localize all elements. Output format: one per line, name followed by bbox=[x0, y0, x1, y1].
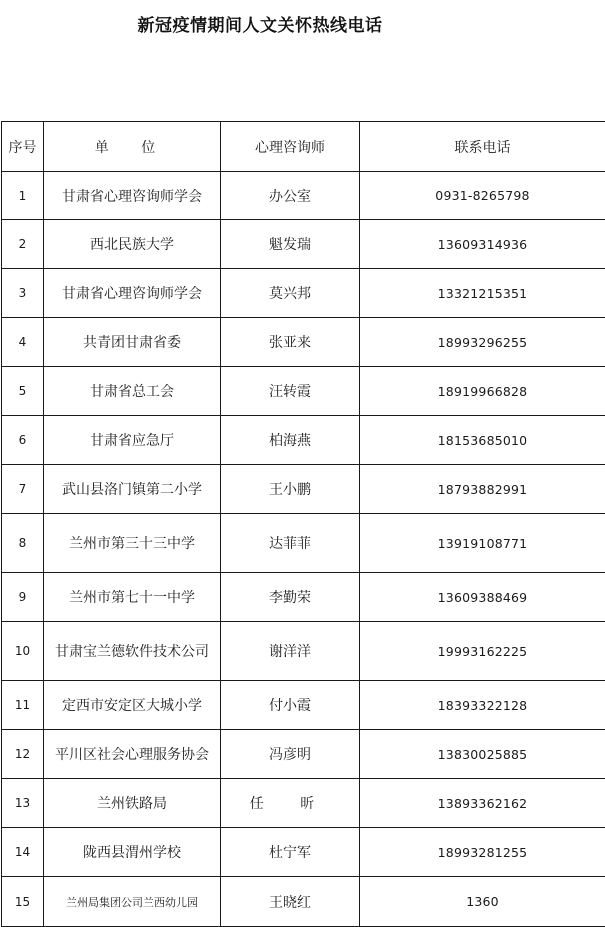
row-phone: 18153685010 bbox=[360, 416, 605, 465]
row-counselor: 任 昕 bbox=[221, 779, 360, 828]
header-unit: 单 位 bbox=[44, 122, 221, 172]
row-unit: 甘肃省心理咨询师学会 bbox=[44, 269, 221, 318]
row-no: 2 bbox=[2, 220, 44, 269]
row-unit: 平川区社会心理服务协会 bbox=[44, 730, 221, 779]
row-unit: 兰州局集团公司兰西幼儿园 bbox=[44, 877, 221, 927]
row-no: 12 bbox=[2, 730, 44, 779]
row-unit: 陇西县渭州学校 bbox=[44, 828, 221, 877]
table-row bbox=[2, 416, 605, 465]
row-phone: 13919108771 bbox=[360, 514, 605, 573]
row-no: 13 bbox=[2, 779, 44, 828]
row-unit: 共青团甘肃省委 bbox=[44, 318, 221, 367]
row-phone: 18993281255 bbox=[360, 828, 605, 877]
row-no: 3 bbox=[2, 269, 44, 318]
row-no: 4 bbox=[2, 318, 44, 367]
header-counselor: 心理咨询师 bbox=[221, 122, 360, 172]
table-row bbox=[2, 269, 605, 318]
row-counselor: 李勤荣 bbox=[221, 573, 360, 622]
row-unit: 武山县洛门镇第二小学 bbox=[44, 465, 221, 514]
row-phone: 13609388469 bbox=[360, 573, 605, 622]
row-no: 1 bbox=[2, 172, 44, 220]
table-row bbox=[2, 573, 605, 622]
table-row bbox=[2, 828, 605, 877]
row-no: 11 bbox=[2, 681, 44, 730]
row-unit: 兰州市第七十一中学 bbox=[44, 573, 221, 622]
hotline-table bbox=[1, 121, 605, 927]
table-row bbox=[2, 877, 605, 927]
row-counselor: 谢洋洋 bbox=[221, 622, 360, 681]
header-phone: 联系电话 bbox=[360, 122, 605, 172]
row-counselor: 魁发瑞 bbox=[221, 220, 360, 269]
row-no: 14 bbox=[2, 828, 44, 877]
row-counselor: 冯彦明 bbox=[221, 730, 360, 779]
row-unit: 甘肃省心理咨询师学会 bbox=[44, 172, 221, 220]
row-phone: 13893362162 bbox=[360, 779, 605, 828]
document-title: 新冠疫情期间人文关怀热线电话 bbox=[137, 16, 383, 36]
row-counselor: 柏海燕 bbox=[221, 416, 360, 465]
row-phone: 13321215351 bbox=[360, 269, 605, 318]
row-counselor: 杜宁军 bbox=[221, 828, 360, 877]
row-counselor: 达菲菲 bbox=[221, 514, 360, 573]
row-counselor: 王小鹏 bbox=[221, 465, 360, 514]
row-no: 10 bbox=[2, 622, 44, 681]
row-unit: 兰州市第三十三中学 bbox=[44, 514, 221, 573]
row-phone: 13830025885 bbox=[360, 730, 605, 779]
row-counselor: 莫兴邦 bbox=[221, 269, 360, 318]
row-phone: 13609314936 bbox=[360, 220, 605, 269]
table-header-row bbox=[2, 122, 605, 172]
row-no: 15 bbox=[2, 877, 44, 927]
row-phone: 19993162225 bbox=[360, 622, 605, 681]
row-phone: 18393322128 bbox=[360, 681, 605, 730]
row-unit: 甘肃省总工会 bbox=[44, 367, 221, 416]
row-no: 5 bbox=[2, 367, 44, 416]
table-row bbox=[2, 779, 605, 828]
row-counselor: 张亚来 bbox=[221, 318, 360, 367]
table-row bbox=[2, 465, 605, 514]
table-row bbox=[2, 318, 605, 367]
table-row bbox=[2, 514, 605, 573]
table-row bbox=[2, 730, 605, 779]
row-counselor: 办公室 bbox=[221, 172, 360, 220]
row-unit: 甘肃省应急厅 bbox=[44, 416, 221, 465]
row-no: 8 bbox=[2, 514, 44, 573]
row-no: 6 bbox=[2, 416, 44, 465]
table-row bbox=[2, 681, 605, 730]
table-row bbox=[2, 622, 605, 681]
row-counselor: 王晓红 bbox=[221, 877, 360, 927]
table-row bbox=[2, 172, 605, 220]
row-phone: 0931-8265798 bbox=[360, 172, 605, 220]
header-no: 序号 bbox=[2, 122, 44, 172]
row-no: 7 bbox=[2, 465, 44, 514]
row-phone: 1360 bbox=[360, 877, 605, 927]
row-phone: 18993296255 bbox=[360, 318, 605, 367]
row-unit: 定西市安定区大城小学 bbox=[44, 681, 221, 730]
row-counselor: 付小霞 bbox=[221, 681, 360, 730]
table-row bbox=[2, 367, 605, 416]
row-unit: 甘肃宝兰德软件技术公司 bbox=[44, 622, 221, 681]
row-phone: 18793882991 bbox=[360, 465, 605, 514]
row-unit: 兰州铁路局 bbox=[44, 779, 221, 828]
row-counselor: 汪转霞 bbox=[221, 367, 360, 416]
row-no: 9 bbox=[2, 573, 44, 622]
table-row bbox=[2, 220, 605, 269]
row-unit: 西北民族大学 bbox=[44, 220, 221, 269]
row-phone: 18919966828 bbox=[360, 367, 605, 416]
